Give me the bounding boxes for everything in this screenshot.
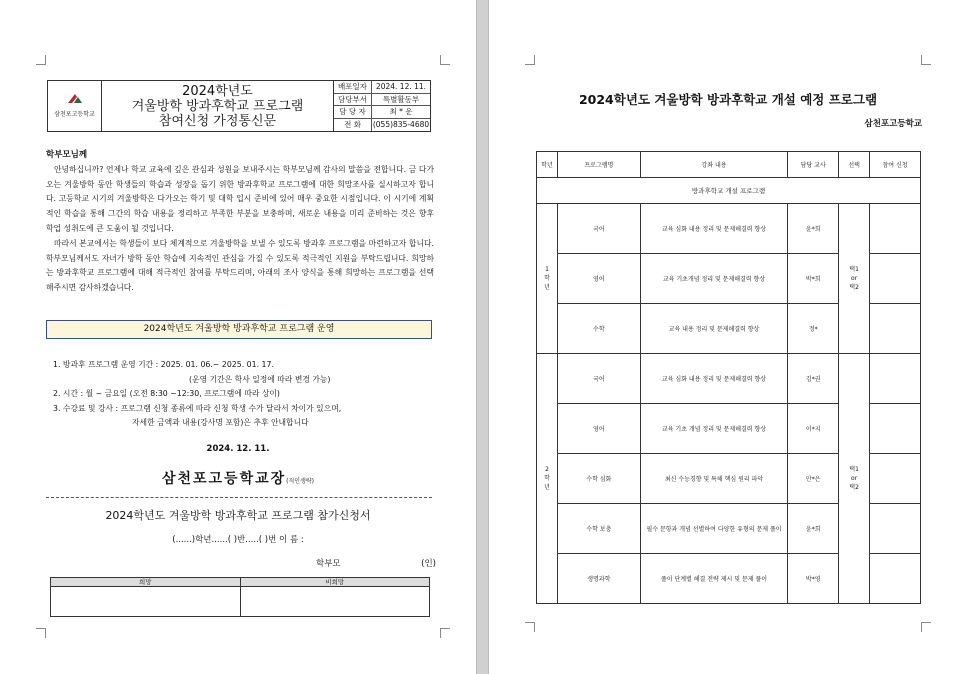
apply-cell[interactable] [870, 254, 921, 304]
apply-cell[interactable] [870, 404, 921, 454]
apply-cell[interactable] [870, 304, 921, 354]
principal-name: 삼천포고등학교장 [161, 471, 287, 487]
grade-cell [537, 204, 558, 354]
program-item-note: 자세한 금액과 내용(강사명 포함)은 추후 안내합니다 [132, 418, 309, 428]
choice-label-part: 택2 [849, 484, 859, 491]
issue-date: 2024. 12. 11. [206, 444, 270, 454]
document-page-left [0, 0, 476, 674]
program-name: 수학 보충 [557, 504, 640, 554]
program-content: 풀이 단계별 해결 전략 제시 및 문제 풀이 [640, 554, 788, 604]
program-item-note: (운영 기간은 학사 일정에 따라 변경 가능) [189, 374, 331, 384]
info-value: (055)835-4680 [372, 119, 430, 129]
margin-mark [36, 628, 46, 638]
apply-cell[interactable] [870, 354, 921, 404]
parent-label: 학부모 [316, 559, 341, 569]
margin-mark [921, 55, 931, 65]
greeting: 학부모님께 [46, 150, 88, 160]
letter-title [102, 81, 334, 131]
program-teacher: 김*권 [788, 354, 839, 404]
grade-cell [537, 354, 558, 604]
apply-cell[interactable] [870, 504, 921, 554]
grade-label-part: 1 [545, 266, 549, 273]
program-name: 영어 [557, 254, 640, 304]
application-title: 2024학년도 겨울방학 방과후학교 프로그램 참가신청서 [105, 509, 371, 522]
preference-header-cell: 희망 [51, 578, 241, 586]
program-box-title: 2024학년도 겨울방학 방과후학교 프로그램 운영 [46, 320, 432, 339]
program-content: 최신 수능경향 및 특해 핵심 원리 파악 [640, 454, 788, 504]
apply-cell[interactable] [870, 454, 921, 504]
info-key: 배포일자 [334, 81, 372, 93]
choice-cell [839, 354, 870, 604]
choice-cell [839, 204, 870, 354]
info-table [334, 81, 430, 131]
program-content: 교육 기초개념 정리 및 문제해결력 향상 [640, 254, 788, 304]
parent-signature [316, 557, 436, 569]
letter-header [47, 80, 431, 132]
letter-body [46, 148, 434, 296]
parent-seal: (인) [421, 559, 436, 569]
column-header: 강좌 내용 [640, 152, 788, 178]
grade-label-part: 년 [544, 484, 550, 491]
info-value: 최 * 운 [389, 107, 413, 116]
program-content: 교육 심화 내용 정리 및 문제해결력 향상 [640, 204, 788, 254]
margin-mark [440, 55, 450, 65]
margin-mark [525, 55, 535, 65]
grade-label-part: 학 [544, 475, 550, 482]
title-line: 2024학년도 [182, 84, 253, 99]
table-row [537, 354, 921, 404]
program-item: 3. 수강료 및 강사 : 프로그램 신청 종류에 따라 신청 학생 수가 달라서 차이가 있으며, [53, 403, 342, 413]
preference-cell-nowish[interactable] [241, 587, 430, 616]
margin-mark [36, 55, 46, 65]
program-items [53, 358, 433, 431]
preference-table [50, 577, 430, 617]
grade-label-part: 학 [544, 275, 550, 282]
page-gap [476, 0, 489, 674]
program-table [536, 151, 921, 604]
program-teacher: 윤*희 [788, 504, 839, 554]
cut-line [46, 497, 432, 498]
program-name: 영어 [557, 404, 640, 454]
program-name: 수학 [557, 304, 640, 354]
school-logo-icon [66, 91, 84, 107]
info-row [334, 119, 430, 132]
program-name: 국어 [557, 204, 640, 254]
program-item: 2. 시간 : 월 ~ 금요일 (오전 8:30 ~12:30, 프로그램에 따라 상이) [53, 389, 280, 399]
preference-header-cell: 비희망 [325, 578, 345, 586]
application-fields: (......)학년......( )반.....( )번 이 름 : [172, 535, 304, 545]
column-header: 선택 [839, 152, 870, 178]
title-line: 겨울방학 방과후학교 프로그램 [131, 99, 304, 114]
column-header: 담당 교사 [788, 152, 839, 178]
body-paragraph: 따라서 본교에서는 학생들이 보다 체계적으로 겨울방학을 보낼 수 있도록 방과후 프로그램을 마련하고자 합니다. 학부모님께서도 자녀가 방학 동안 학습에 지속적인 관심을 가질 수 있도록 적극적인 지원을 부탁드립니다. 희망하는 방과후학교 프로그램에 대해 적극적인 참여를 부탁드리며, 아래의 조사 양식을 통해 희망하는 프로그램을 선택해주시면 감사하겠습니다. [46, 238, 434, 293]
body-paragraph: 안녕하십니까? 언제나 학교 교육에 깊은 관심과 성원을 보내주시는 학부모님께 감사의 말씀을 전합니다. 금 다가오는 겨울방학 동안 학생들의 학습과 성장을 돕기 위한 방과후학교 프로그램에 대한 희망조사를 실시하고자 합니다. 고등학교 시기의 겨울방학은 다가오는 학기 및 대학 입시 준비에 있어 매우 중요한 시점입니다. 이 시기에 계획적인 학습을 통해 그간의 학습 내용을 정리하고 부족한 부분을 보충하며, 새로운 내용을 미리 준비하는 것은 향후 학업 성취도에 큰 도움이 될 것입니다. [46, 164, 434, 233]
program-content: 필수 문항과 개념 선별하여 다양한 유형의 문제 풀이 [640, 504, 788, 554]
table-section-row [537, 178, 921, 204]
school-logo [48, 81, 102, 131]
program-content: 교육 내용 정리 및 문제해결력 향상 [640, 304, 788, 354]
program-content: 교육 기초 개념 정리 및 문제해결력 향상 [640, 404, 788, 454]
column-header: 참여 신청 [870, 152, 921, 178]
info-key: 담당부서 [334, 94, 372, 106]
program-teacher: 정* [788, 304, 839, 354]
choice-label-part: or [851, 475, 858, 482]
principal-signature [0, 468, 476, 488]
table-header-row [537, 152, 921, 178]
program-item: 1. 방과후 프로그램 운영 기간 : 2025. 01. 06.~ 2025. 01. 17. [53, 360, 274, 369]
program-teacher: 윤*희 [788, 204, 839, 254]
info-key: 전 화 [334, 119, 372, 132]
choice-label-part: 택1 [849, 266, 859, 273]
principal-seal: (직인생략) [286, 478, 315, 485]
program-list-school: 삼천포고등학교 [864, 119, 922, 129]
document-page-right [489, 0, 967, 674]
choice-label-part: 택2 [849, 284, 859, 291]
preference-header [51, 578, 429, 587]
program-teacher: 박*희 [788, 254, 839, 304]
program-teacher: 이*지 [788, 404, 839, 454]
title-line: 참여신청 가정통신문 [158, 114, 277, 129]
school-name: 삼천포고등학교 [54, 111, 95, 118]
info-value: 특별활동부 [382, 94, 420, 104]
info-value: 2024. 12. 11. [375, 82, 427, 91]
grade-label-part: 년 [544, 284, 550, 291]
program-content: 교육 심화 내용 정리 및 문제해결력 향상 [640, 354, 788, 404]
apply-cell[interactable] [870, 204, 921, 254]
preference-cell-wish[interactable] [51, 587, 241, 616]
table-row [537, 204, 921, 254]
info-row [334, 106, 430, 119]
choice-label-part: 택1 [849, 466, 859, 473]
info-row [334, 94, 430, 107]
margin-mark [921, 622, 931, 632]
preference-body [51, 587, 429, 616]
info-row [334, 81, 430, 94]
program-name: 생명과학 [557, 554, 640, 604]
section-label: 방과후학교 개설 프로그램 [537, 178, 921, 204]
program-teacher: 박*영 [788, 554, 839, 604]
program-name: 국어 [557, 354, 640, 404]
margin-mark [525, 622, 535, 632]
apply-cell[interactable] [870, 554, 921, 604]
program-list-title: 2024학년도 겨울방학 방과후학교 개설 예정 프로그램 [578, 92, 878, 107]
info-key: 담 당 자 [334, 106, 372, 118]
choice-label-part: or [851, 275, 858, 282]
program-teacher: 안*은 [788, 454, 839, 504]
margin-mark [440, 628, 450, 638]
column-header: 학년 [537, 152, 558, 178]
program-name: 수학 심화 [557, 454, 640, 504]
column-header: 프로그램명 [557, 152, 640, 178]
grade-label-part: 2 [545, 466, 549, 473]
